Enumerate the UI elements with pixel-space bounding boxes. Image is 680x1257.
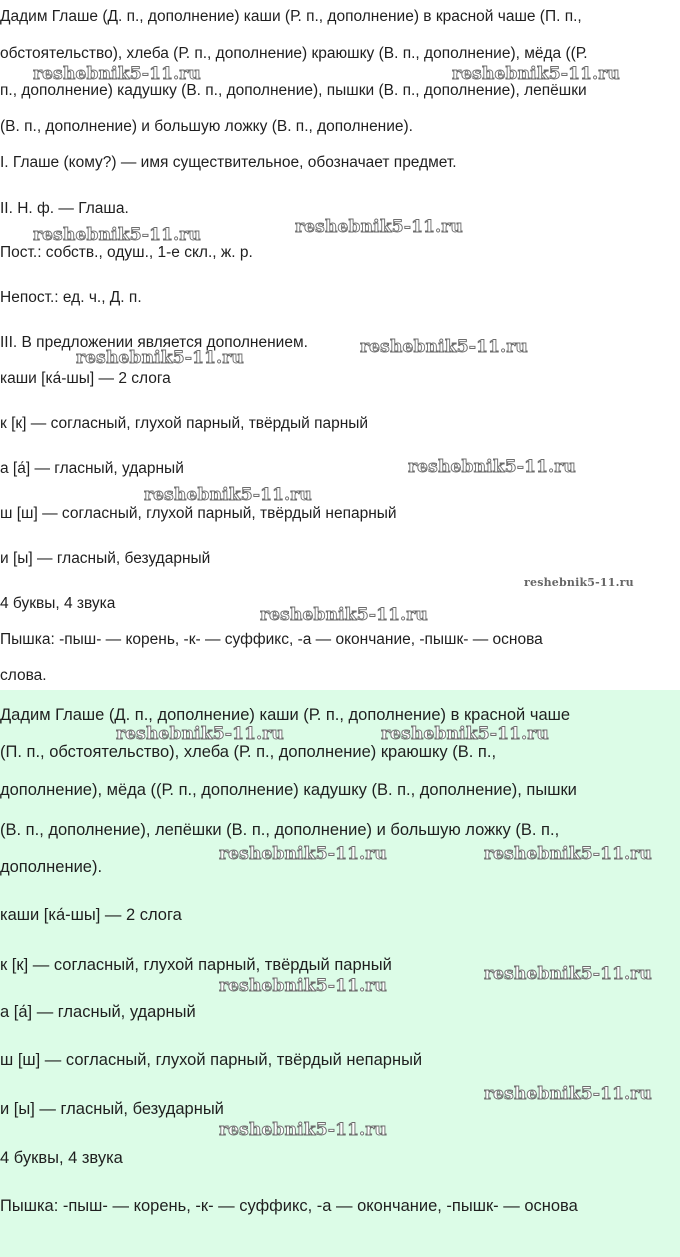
- watermark: reshebnik5-11.ru: [219, 976, 387, 996]
- watermark: reshebnik5-11.ru: [144, 485, 312, 505]
- phonetic-k: к [к] — согласный, глухой парный, твёрдый парный: [0, 415, 369, 432]
- sentence-line-4: (В. п., дополнение), лепёшки (В. п., дополнение) и большую ложку (В. п.,: [0, 821, 560, 839]
- sentence-line-3: п., дополнение) кадушку (В. п., дополнение), пышки (В. п., дополнение), лепёшки: [0, 82, 587, 99]
- sentence-line-1: Дадим Глаше (Д. п., дополнение) каши (Р. п., дополнение) в красной чаше (П. п.,: [0, 8, 582, 25]
- analysis-part-of-speech: I. Глаше (кому?) — имя существительное, обозначает предмет.: [0, 154, 457, 171]
- watermark: reshebnik5-11.ru: [408, 457, 576, 477]
- phonetic-y: и [ы] — гласный, безударный: [0, 1100, 224, 1118]
- watermark: reshebnik5-11.ru: [33, 225, 201, 245]
- phonetic-word: каши [ка́-шы] — 2 слога: [0, 370, 171, 387]
- morphemic-line-1: Пышка: -пыш- — корень, -к- — суффикс, -а — окончание, -пышк- — основа: [0, 631, 543, 648]
- phonetic-a: а [а́] — гласный, ударный: [0, 1003, 196, 1021]
- watermark: reshebnik5-11.ru: [219, 1120, 387, 1140]
- watermark: reshebnik5-11.ru: [116, 724, 284, 744]
- sentence-line-2: обстоятельство), хлеба (Р. п., дополнение) краюшку (В. п., дополнение), мёда ((Р.: [0, 45, 588, 62]
- sentence-line-4: (В. п., дополнение) и большую ложку (В. п., дополнение).: [0, 118, 413, 135]
- analysis-initial-form: II. Н. ф. — Глаша.: [0, 200, 129, 217]
- watermark: reshebnik5-11.ru: [219, 844, 387, 864]
- phonetic-total: 4 буквы, 4 звука: [0, 1149, 123, 1167]
- analysis-constant-features: Пост.: собств., одуш., 1-е скл., ж. р.: [0, 244, 253, 261]
- watermark: reshebnik5-11.ru: [452, 64, 620, 84]
- morphemic-line-1: Пышка: -пыш- — корень, -к- — суффикс, -а — окончание, -пышк- — основа: [0, 1197, 578, 1215]
- sentence-line-5: дополнение).: [0, 858, 103, 876]
- sentence-line-2: (П. п., обстоятельство), хлеба (Р. п., дополнение) краюшку (В. п.,: [0, 743, 497, 761]
- phonetic-word: каши [ка́-шы] — 2 слога: [0, 906, 182, 924]
- sentence-line-3: дополнение), мёда ((Р. п., дополнение) кадушку (В. п., дополнение), пышки: [0, 781, 577, 799]
- phonetic-sh: ш [ш] — согласный, глухой парный, твёрдый непарный: [0, 505, 397, 522]
- watermark: reshebnik5-11.ru: [260, 605, 428, 625]
- watermark: reshebnik5-11.ru: [76, 348, 244, 368]
- watermark: reshebnik5-11.ru: [360, 337, 528, 357]
- morphemic-line-2: слова.: [0, 667, 47, 684]
- phonetic-a: а [а́] — гласный, ударный: [0, 460, 184, 477]
- phonetic-k: к [к] — согласный, глухой парный, твёрдый парный: [0, 956, 392, 974]
- watermark: reshebnik5-11.ru: [484, 964, 652, 984]
- watermark: reshebnik5-11.ru: [524, 576, 634, 589]
- watermark: reshebnik5-11.ru: [381, 724, 549, 744]
- analysis-syntax-role: III. В предложении является дополнением.: [0, 334, 308, 351]
- watermark: reshebnik5-11.ru: [484, 844, 652, 864]
- watermark: reshebnik5-11.ru: [484, 1084, 652, 1104]
- watermark: reshebnik5-11.ru: [33, 64, 201, 84]
- sentence-line-1: Дадим Глаше (Д. п., дополнение) каши (Р. п., дополнение) в красной чаше: [0, 706, 571, 724]
- phonetic-sh: ш [ш] — согласный, глухой парный, твёрдый непарный: [0, 1051, 423, 1069]
- corrected-text-section: [0, 690, 680, 1257]
- phonetic-y: и [ы] — гласный, безударный: [0, 550, 211, 567]
- analysis-variable-features: Непост.: ед. ч., Д. п.: [0, 289, 142, 306]
- watermark: reshebnik5-11.ru: [295, 217, 463, 237]
- phonetic-total: 4 буквы, 4 звука: [0, 595, 116, 612]
